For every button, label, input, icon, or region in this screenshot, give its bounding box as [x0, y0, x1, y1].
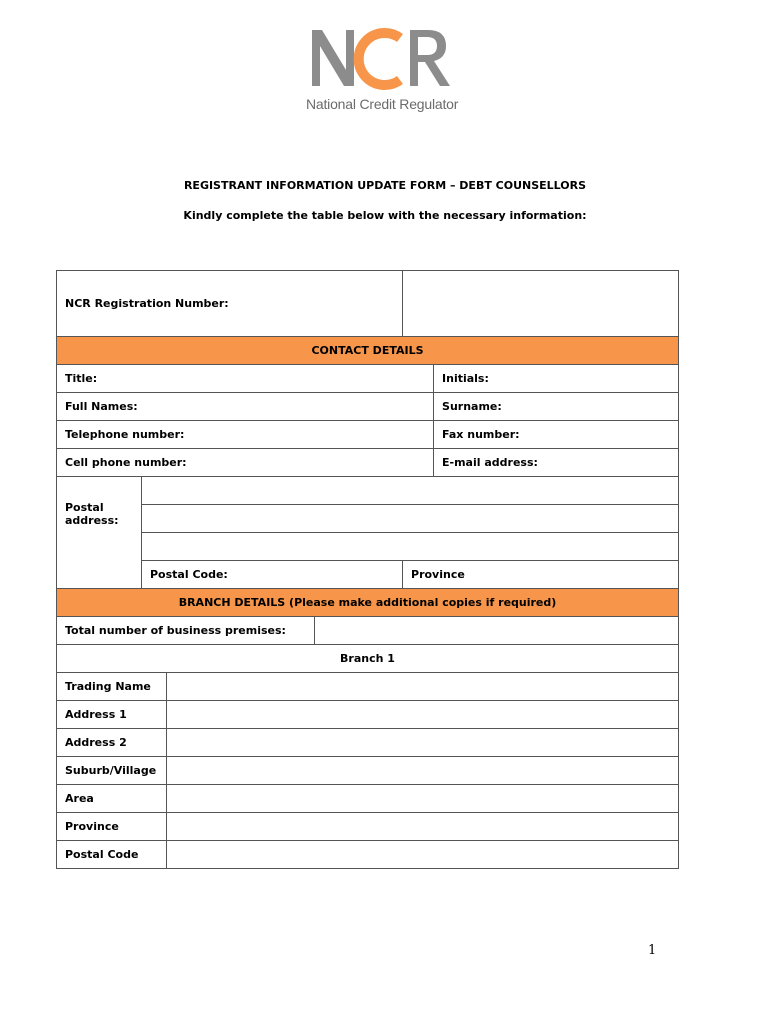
- cell-phone-field[interactable]: Cell phone number:: [57, 449, 434, 477]
- registration-row: [57, 271, 679, 337]
- branch-field-label: Address 1: [57, 701, 167, 729]
- ncr-logo-mark: [300, 22, 470, 97]
- branch-details-header: BRANCH DETAILS (Please make additional copies if required): [57, 589, 679, 617]
- address-1-field[interactable]: [167, 701, 679, 729]
- registration-number-field[interactable]: [403, 271, 679, 337]
- branch-row: [57, 841, 679, 869]
- names-row: [57, 393, 679, 421]
- postal-address-line-1[interactable]: [142, 477, 679, 505]
- branch-field-label: Trading Name: [57, 673, 167, 701]
- email-field[interactable]: E-mail address:: [434, 449, 679, 477]
- contact-details-header-row: [57, 337, 679, 365]
- area-field[interactable]: [167, 785, 679, 813]
- branch-field-label: Province: [57, 813, 167, 841]
- branch-field-label: Area: [57, 785, 167, 813]
- title-field[interactable]: Title:: [57, 365, 434, 393]
- postal-address-line-2[interactable]: [142, 505, 679, 533]
- branch-row: [57, 813, 679, 841]
- logo-subtitle: National Credit Regulator: [306, 96, 459, 112]
- postal-address-line-3[interactable]: [142, 533, 679, 561]
- branch-row: [57, 673, 679, 701]
- premises-row: [57, 617, 679, 645]
- branch-postal-code-field[interactable]: [167, 841, 679, 869]
- branch-row: [57, 701, 679, 729]
- telephone-field[interactable]: Telephone number:: [57, 421, 434, 449]
- postal-code-row: [57, 561, 679, 589]
- postal-address-label: Postal address:: [57, 477, 142, 589]
- branch-row: [57, 785, 679, 813]
- registration-label: NCR Registration Number:: [57, 271, 403, 337]
- full-names-field[interactable]: Full Names:: [57, 393, 434, 421]
- form-title: REGISTRANT INFORMATION UPDATE FORM – DEBT COUNSELLORS: [183, 179, 587, 192]
- address-2-field[interactable]: [167, 729, 679, 757]
- branch-field-label: Postal Code: [57, 841, 167, 869]
- branch-title: Branch 1: [57, 645, 679, 673]
- cell-row: [57, 449, 679, 477]
- postal-row-1: [57, 477, 679, 505]
- branch-row: [57, 729, 679, 757]
- premises-field[interactable]: [315, 617, 679, 645]
- surname-field[interactable]: Surname:: [434, 393, 679, 421]
- postal-code-field[interactable]: Postal Code:: [142, 561, 403, 589]
- branch-field-label: Address 2: [57, 729, 167, 757]
- phone-row: [57, 421, 679, 449]
- suburb-village-field[interactable]: [167, 757, 679, 785]
- branch-field-label: Suburb/Village: [57, 757, 167, 785]
- branch-province-field[interactable]: [167, 813, 679, 841]
- registrant-form-table: [56, 270, 679, 869]
- form-instruction: Kindly complete the table below with the necessary information:: [183, 209, 587, 222]
- province-field[interactable]: Province: [403, 561, 679, 589]
- branch-row: [57, 757, 679, 785]
- postal-row-2: [57, 505, 679, 533]
- initials-field[interactable]: Initials:: [434, 365, 679, 393]
- branch-details-header-row: [57, 589, 679, 617]
- premises-label: Total number of business premises:: [57, 617, 315, 645]
- page-number: 1: [648, 943, 657, 958]
- title-row: [57, 365, 679, 393]
- fax-field[interactable]: Fax number:: [434, 421, 679, 449]
- contact-details-header: CONTACT DETAILS: [57, 337, 679, 365]
- branch-title-row: [57, 645, 679, 673]
- trading-name-field[interactable]: [167, 673, 679, 701]
- ncr-logo: [300, 22, 470, 117]
- postal-row-3: [57, 533, 679, 561]
